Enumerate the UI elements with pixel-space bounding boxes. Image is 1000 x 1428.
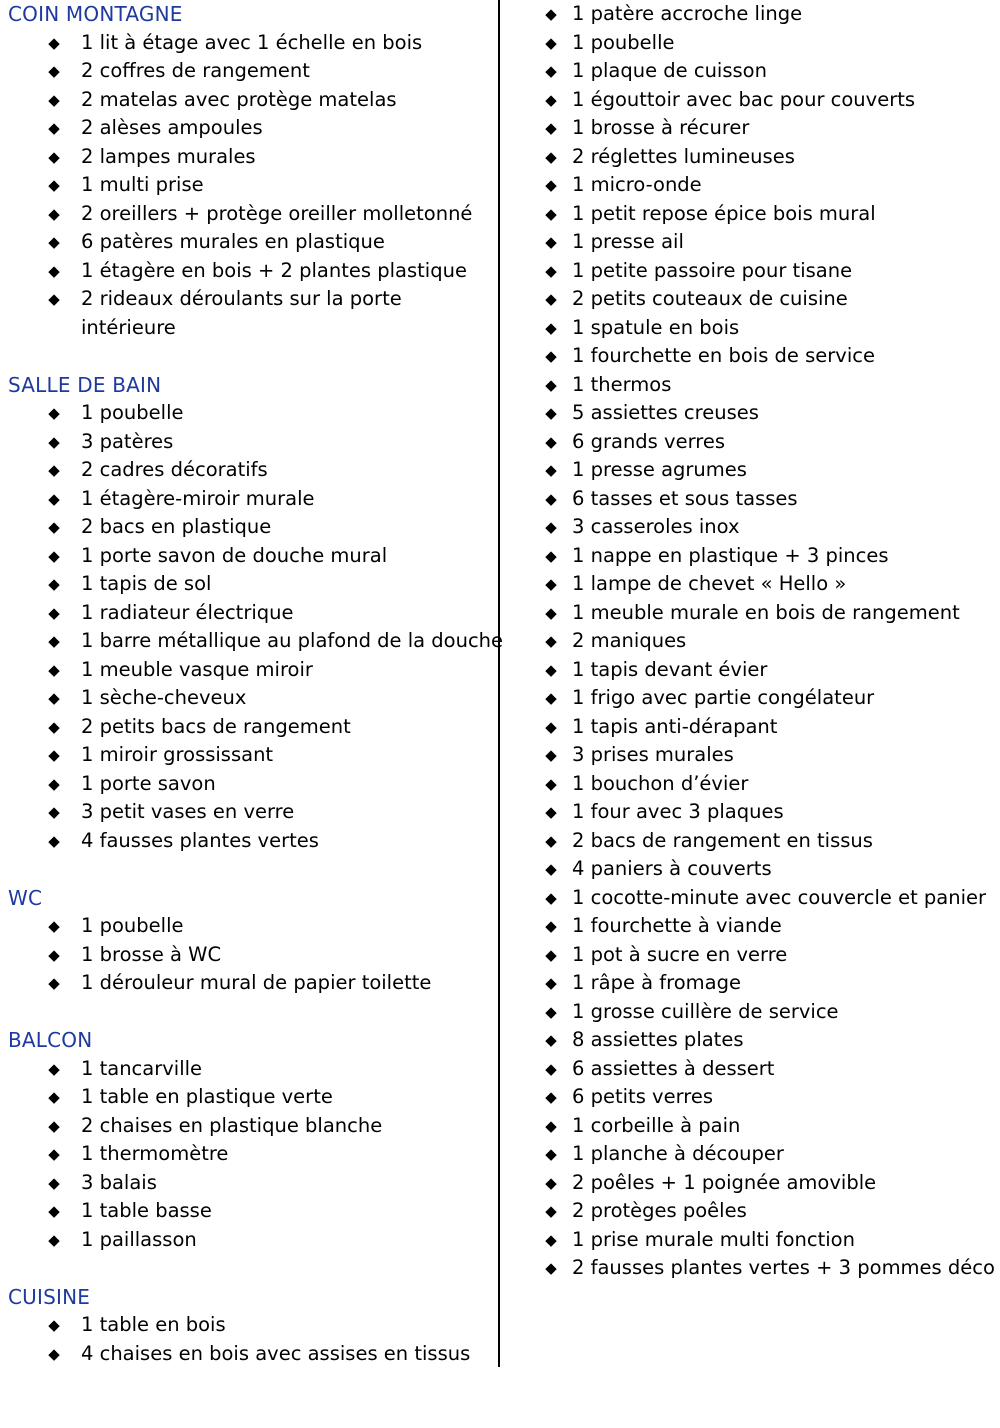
diamond-bullet-icon: ◆ — [48, 746, 60, 764]
diamond-bullet-icon: ◆ — [545, 603, 557, 622]
list-item — [500, 884, 995, 913]
diamond-bullet-icon: ◆ — [48, 1316, 60, 1334]
diamond-bullet-icon: ◆ — [545, 204, 557, 223]
list-item — [8, 912, 494, 941]
list-item — [500, 171, 995, 200]
item-text: 1 cocotte-minute avec couvercle et panier — [572, 885, 987, 909]
item-text: 1 égouttoir avec bac pour couverts — [572, 87, 916, 111]
item-text: 1 tapis de sol — [81, 572, 212, 595]
item-text: 1 micro-onde — [572, 173, 702, 196]
list-item — [8, 1169, 494, 1198]
list-item — [8, 57, 494, 86]
item-text: 1 meuble murale en bois de rangement — [572, 600, 960, 624]
item-text: 6 assiettes à dessert — [572, 1056, 775, 1080]
diamond-bullet-icon: ◆ — [545, 461, 557, 479]
item-text: 2 petits couteaux de cuisine — [572, 287, 848, 310]
item-text: 1 table en bois — [81, 1313, 226, 1336]
list-item — [500, 399, 995, 428]
list-item — [500, 29, 995, 58]
diamond-bullet-icon: ◆ — [48, 1173, 60, 1192]
item-text: 1 spatule en bois — [572, 315, 740, 339]
item-text: 1 presse ail — [572, 230, 684, 253]
list-item — [500, 371, 995, 400]
list-item — [500, 969, 995, 998]
diamond-bullet-icon: ◆ — [545, 689, 557, 707]
section-spacer — [8, 342, 494, 371]
item-text: 1 râpe à fromage — [572, 971, 741, 994]
item-text: 1 fourchette en bois de service — [572, 344, 875, 367]
item-text: 1 plaque de cuisson — [572, 59, 767, 82]
item-text: 1 porte savon de douche mural — [81, 543, 388, 567]
diamond-bullet-icon: ◆ — [48, 176, 60, 194]
diamond-bullet-icon: ◆ — [545, 147, 557, 166]
list-item — [8, 969, 494, 998]
diamond-bullet-icon: ◆ — [48, 1202, 60, 1220]
diamond-bullet-icon: ◆ — [545, 575, 557, 593]
item-text: 5 assiettes creuses — [572, 401, 759, 424]
diamond-bullet-icon: ◆ — [48, 432, 60, 451]
list-item — [8, 114, 494, 143]
diamond-bullet-icon: ◆ — [48, 1344, 60, 1363]
diamond-bullet-icon: ◆ — [48, 660, 60, 679]
item-list — [8, 399, 504, 855]
diamond-bullet-icon: ◆ — [545, 1002, 557, 1021]
right-column — [500, 0, 995, 1283]
diamond-bullet-icon: ◆ — [48, 575, 60, 593]
list-item — [500, 143, 995, 172]
list-item — [500, 1083, 995, 1112]
item-text: 1 étagère en bois + 2 plantes plastique — [81, 258, 467, 282]
list-item — [8, 399, 494, 428]
item-text: 1 brosse à WC — [81, 942, 222, 966]
item-text: 1 pot à sucre en verre — [572, 942, 788, 966]
item-text: 6 grands verres — [572, 429, 726, 453]
diamond-bullet-icon: ◆ — [48, 1116, 60, 1135]
diamond-bullet-icon: ◆ — [48, 603, 60, 622]
list-item — [500, 741, 995, 770]
list-item — [8, 827, 494, 856]
item-text: 2 poêles + 1 poignée amovible — [572, 1170, 877, 1194]
item-text: 2 cadres décoratifs — [81, 458, 268, 481]
diamond-bullet-icon: ◆ — [48, 831, 60, 850]
item-text: 1 brosse à récurer — [572, 116, 750, 139]
section-spacer — [8, 998, 494, 1027]
list-item — [8, 1112, 494, 1141]
item-text: 1 presse agrumes — [572, 458, 747, 481]
item-text: 1 poubelle — [81, 914, 184, 937]
list-item — [8, 627, 504, 656]
item-text: 2 matelas avec protège matelas — [81, 87, 397, 111]
item-text: 1 miroir grossissant — [81, 743, 274, 766]
diamond-bullet-icon: ◆ — [545, 347, 557, 365]
diamond-bullet-icon: ◆ — [545, 717, 557, 736]
item-list — [8, 29, 494, 343]
diamond-bullet-icon: ◆ — [545, 1202, 557, 1220]
item-text: 1 dérouleur mural de papier toilette — [81, 971, 432, 994]
item-text: 1 nappe en plastique + 3 pinces — [572, 543, 889, 567]
item-text: 1 porte savon — [81, 771, 216, 795]
item-text: 1 radiateur électrique — [81, 600, 294, 624]
diamond-bullet-icon: ◆ — [545, 546, 557, 565]
item-text: 1 multi prise — [81, 173, 204, 196]
diamond-bullet-icon: ◆ — [48, 204, 60, 223]
diamond-bullet-icon: ◆ — [48, 1145, 60, 1163]
item-text: 1 sèche-cheveux — [81, 686, 247, 709]
diamond-bullet-icon: ◆ — [545, 660, 557, 679]
diamond-bullet-icon: ◆ — [48, 803, 60, 821]
item-text: 1 table en plastique verte — [81, 1085, 333, 1108]
section-title: WC — [8, 885, 43, 910]
diamond-bullet-icon: ◆ — [48, 1088, 60, 1106]
diamond-bullet-icon: ◆ — [545, 1173, 557, 1192]
diamond-bullet-icon: ◆ — [545, 746, 557, 764]
list-item — [8, 29, 494, 58]
diamond-bullet-icon: ◆ — [545, 803, 557, 821]
diamond-bullet-icon: ◆ — [545, 888, 557, 907]
list-item — [500, 1140, 995, 1169]
item-text: 3 balais — [81, 1170, 157, 1194]
diamond-bullet-icon: ◆ — [545, 1145, 557, 1163]
item-text: 1 prise murale multi fonction — [572, 1227, 855, 1251]
item-text: 1 petit repose épice bois mural — [572, 201, 876, 225]
diamond-bullet-icon: ◆ — [545, 261, 557, 280]
item-text: 2 alèses ampoules — [81, 116, 263, 139]
item-text: 1 four avec 3 plaques — [572, 800, 784, 823]
list-item — [500, 684, 995, 713]
list-item — [500, 428, 995, 457]
list-item — [500, 1055, 995, 1084]
diamond-bullet-icon: ◆ — [545, 62, 557, 80]
list-item — [500, 228, 995, 257]
left-column — [8, 0, 504, 1368]
diamond-bullet-icon: ◆ — [545, 5, 557, 23]
list-item — [500, 257, 995, 286]
item-list — [8, 1311, 494, 1368]
list-item — [8, 200, 494, 229]
item-text: 2 rideaux déroulants sur la porte intérieure — [81, 287, 402, 339]
list-item — [8, 1226, 494, 1255]
item-text: 2 fausses plantes vertes + 3 pommes déco — [572, 1256, 995, 1279]
list-item — [8, 1311, 494, 1340]
item-text: 1 thermos — [572, 372, 672, 396]
list-item — [500, 656, 995, 685]
list-item — [8, 770, 494, 799]
diamond-bullet-icon: ◆ — [545, 489, 557, 508]
section-title: BALCON — [8, 1028, 93, 1052]
diamond-bullet-icon: ◆ — [545, 119, 557, 137]
diamond-bullet-icon: ◆ — [545, 33, 557, 52]
item-text: 1 lampe de chevet « Hello » — [572, 572, 847, 595]
list-item — [500, 485, 995, 514]
list-item — [500, 827, 995, 856]
list-item — [8, 257, 494, 286]
item-text: 4 paniers à couverts — [572, 857, 772, 880]
diamond-bullet-icon: ◆ — [48, 689, 60, 707]
list-item — [500, 57, 995, 86]
diamond-bullet-icon: ◆ — [48, 974, 60, 992]
item-list — [8, 1055, 494, 1255]
diamond-bullet-icon: ◆ — [48, 461, 60, 479]
diamond-bullet-icon: ◆ — [48, 917, 60, 935]
list-item — [8, 741, 494, 770]
item-text: 3 prises murales — [572, 743, 734, 766]
list-item — [8, 456, 494, 485]
item-text: 1 table basse — [81, 1199, 212, 1222]
list-item — [8, 798, 494, 827]
list-item — [500, 456, 995, 485]
list-item — [8, 228, 494, 257]
item-text: 1 paillasson — [81, 1227, 197, 1251]
list-item — [500, 1026, 995, 1055]
diamond-bullet-icon: ◆ — [545, 176, 557, 194]
cuisine-continued-list — [500, 0, 995, 1283]
list-item — [8, 542, 494, 571]
diamond-bullet-icon: ◆ — [48, 90, 60, 109]
list-item — [8, 1197, 494, 1226]
list-item — [500, 1226, 995, 1255]
item-text: 1 petite passoire pour tisane — [572, 258, 853, 282]
diamond-bullet-icon: ◆ — [48, 290, 60, 308]
item-text: 1 tapis devant évier — [572, 657, 768, 681]
list-item — [8, 171, 494, 200]
diamond-bullet-icon: ◆ — [48, 1230, 60, 1249]
item-text: 2 chaises en plastique blanche — [81, 1113, 383, 1137]
list-item — [8, 713, 494, 742]
diamond-bullet-icon: ◆ — [545, 945, 557, 964]
item-text: 6 tasses et sous tasses — [572, 486, 798, 510]
list-item — [500, 542, 995, 571]
list-item — [500, 627, 995, 656]
list-item — [500, 998, 995, 1027]
diamond-bullet-icon: ◆ — [48, 518, 60, 536]
item-text: 1 tancarville — [81, 1056, 203, 1080]
diamond-bullet-icon: ◆ — [545, 974, 557, 992]
item-text: 1 lit à étage avec 1 échelle en bois — [81, 30, 423, 54]
list-item — [500, 1112, 995, 1141]
section-title: CUISINE — [8, 1284, 91, 1309]
list-item — [8, 1140, 494, 1169]
diamond-bullet-icon: ◆ — [545, 90, 557, 109]
item-list — [8, 912, 494, 998]
list-item — [500, 1197, 995, 1226]
diamond-bullet-icon: ◆ — [545, 1259, 557, 1277]
diamond-bullet-icon: ◆ — [48, 147, 60, 166]
item-text: 1 grosse cuillère de service — [572, 999, 839, 1023]
list-item — [500, 941, 995, 970]
item-text: 2 bacs en plastique — [81, 515, 272, 538]
diamond-bullet-icon: ◆ — [545, 233, 557, 251]
diamond-bullet-icon: ◆ — [545, 1059, 557, 1078]
item-text: 2 oreillers + protège oreiller molletonné — [81, 201, 473, 225]
list-item — [8, 684, 494, 713]
list-item — [500, 114, 995, 143]
list-item — [500, 1254, 995, 1283]
list-item — [500, 200, 995, 229]
diamond-bullet-icon: ◆ — [48, 945, 60, 964]
list-item — [500, 713, 995, 742]
diamond-bullet-icon: ◆ — [48, 233, 60, 251]
list-item — [500, 342, 995, 371]
item-text: 1 meuble vasque miroir — [81, 657, 313, 681]
item-text: 1 fourchette à viande — [572, 914, 782, 937]
list-item — [500, 570, 995, 599]
diamond-bullet-icon: ◆ — [48, 774, 60, 793]
list-item — [8, 86, 494, 115]
diamond-bullet-icon: ◆ — [545, 860, 557, 878]
item-text: 3 casseroles inox — [572, 515, 740, 538]
diamond-bullet-icon: ◆ — [545, 1088, 557, 1106]
section-spacer — [8, 855, 494, 884]
list-item — [500, 513, 995, 542]
section-spacer — [8, 1254, 494, 1283]
item-text: 1 tapis anti-dérapant — [572, 714, 778, 738]
diamond-bullet-icon: ◆ — [545, 290, 557, 308]
item-text: 3 patères — [81, 429, 174, 453]
diamond-bullet-icon: ◆ — [48, 119, 60, 137]
diamond-bullet-icon: ◆ — [48, 546, 60, 565]
diamond-bullet-icon: ◆ — [545, 404, 557, 422]
list-item — [500, 599, 995, 628]
list-item — [8, 941, 494, 970]
diamond-bullet-icon: ◆ — [545, 917, 557, 935]
diamond-bullet-icon: ◆ — [545, 1116, 557, 1135]
item-text: 1 poubelle — [572, 30, 675, 54]
list-item — [500, 855, 995, 884]
list-item — [8, 599, 494, 628]
list-item — [8, 143, 494, 172]
item-text: 2 réglettes lumineuses — [572, 144, 795, 168]
diamond-bullet-icon: ◆ — [545, 632, 557, 650]
item-text: 2 maniques — [572, 629, 687, 652]
diamond-bullet-icon: ◆ — [545, 774, 557, 793]
diamond-bullet-icon: ◆ — [545, 1031, 557, 1049]
item-text: 1 bouchon d’évier — [572, 771, 749, 795]
list-item — [8, 428, 494, 457]
diamond-bullet-icon: ◆ — [48, 404, 60, 422]
list-item — [8, 485, 494, 514]
list-item — [500, 285, 995, 314]
list-item — [500, 912, 995, 941]
item-text: 2 lampes murales — [81, 144, 256, 168]
item-text: 2 bacs de rangement en tissus — [572, 828, 873, 852]
item-text: 6 patères murales en plastique — [81, 230, 385, 253]
diamond-bullet-icon: ◆ — [545, 831, 557, 850]
item-text: 1 barre métallique au plafond de la douche — [81, 629, 504, 652]
item-text: 2 coffres de rangement — [81, 59, 310, 82]
item-text: 4 chaises en bois avec assises en tissus — [81, 1341, 471, 1365]
item-text: 1 corbeille à pain — [572, 1113, 741, 1137]
list-item — [500, 1169, 995, 1198]
item-text: 4 fausses plantes vertes — [81, 828, 319, 852]
item-text: 6 petits verres — [572, 1085, 714, 1108]
item-text: 3 petit vases en verre — [81, 800, 295, 823]
item-text: 1 frigo avec partie congélateur — [572, 686, 875, 709]
diamond-bullet-icon: ◆ — [545, 1230, 557, 1249]
diamond-bullet-icon: ◆ — [48, 717, 60, 736]
diamond-bullet-icon: ◆ — [48, 1059, 60, 1078]
item-text: 2 petits bacs de rangement — [81, 714, 351, 738]
diamond-bullet-icon: ◆ — [48, 33, 60, 52]
diamond-bullet-icon: ◆ — [545, 432, 557, 451]
list-item — [500, 770, 995, 799]
list-item — [8, 656, 494, 685]
item-text: 1 poubelle — [81, 401, 184, 424]
section-title: SALLE DE BAIN — [8, 372, 162, 397]
list-item — [8, 1055, 494, 1084]
list-item — [500, 314, 995, 343]
list-item — [8, 570, 494, 599]
list-item — [8, 1340, 494, 1369]
list-item — [500, 86, 995, 115]
list-item — [8, 513, 494, 542]
item-text: 1 étagère-miroir murale — [81, 486, 315, 510]
diamond-bullet-icon: ◆ — [48, 489, 60, 508]
list-item — [500, 798, 995, 827]
diamond-bullet-icon: ◆ — [48, 261, 60, 280]
list-item — [8, 1083, 494, 1112]
item-text: 1 patère accroche linge — [572, 2, 803, 25]
diamond-bullet-icon: ◆ — [48, 632, 60, 650]
item-text: 1 thermomètre — [81, 1142, 229, 1165]
list-item — [8, 285, 481, 342]
diamond-bullet-icon: ◆ — [545, 375, 557, 394]
item-text: 1 planche à découper — [572, 1142, 784, 1165]
item-text: 2 protèges poêles — [572, 1199, 747, 1222]
list-item — [500, 0, 995, 29]
diamond-bullet-icon: ◆ — [545, 318, 557, 337]
item-text: 8 assiettes plates — [572, 1028, 744, 1051]
diamond-bullet-icon: ◆ — [48, 62, 60, 80]
diamond-bullet-icon: ◆ — [545, 518, 557, 536]
section-title: COIN MONTAGNE — [8, 2, 183, 26]
